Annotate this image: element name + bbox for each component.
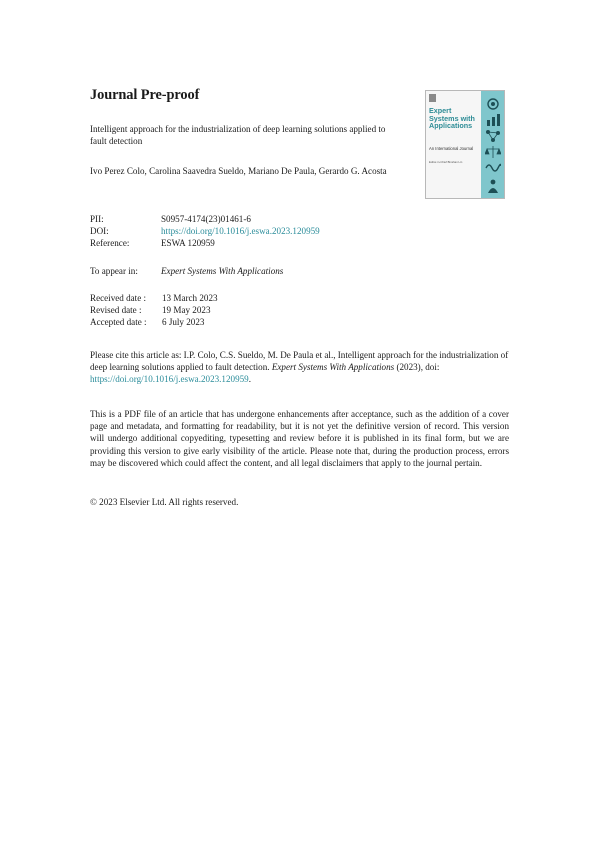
- citation-journal: Expert Systems With Applications: [271, 362, 395, 373]
- reference-value: ESWA 120959: [161, 238, 215, 248]
- publisher-logo-icon: [429, 94, 436, 102]
- citation-doi-link[interactable]: https://doi.org/10.1016/j.eswa.2023.120959: [90, 374, 249, 385]
- doi-link[interactable]: https://doi.org/10.1016/j.eswa.2023.120959: [161, 226, 320, 236]
- cover-network-icon: [485, 129, 501, 143]
- cover-accent-strip: [481, 91, 505, 199]
- citation-text: Please cite this article as: I.P. Colo, C.S. Sueldo, M. De Paula et al., Intelligent approach for the industrialization of deep learning solutions applied to fault detection.: [90, 350, 509, 373]
- pii-value: S0957-4174(23)01461-6: [161, 214, 251, 224]
- page-title: Journal Pre-proof: [90, 87, 200, 103]
- cover-person-icon: [485, 179, 501, 193]
- citation-suffix: .: [248, 374, 251, 385]
- revised-label: Revised date :: [90, 305, 142, 315]
- cover-wave-icon: [485, 161, 501, 175]
- copyright-line: © 2023 Elsevier Ltd. All rights reserved.: [90, 497, 239, 507]
- article-title: Intelligent approach for the industrialization of deep learning solutions applied to fault detection: [90, 124, 386, 147]
- cover-scale-icon: [485, 145, 501, 159]
- cover-subtitle: An International Journal: [429, 146, 474, 151]
- citation-year: (2023), doi:: [396, 362, 440, 373]
- cover-chart-icon: [485, 113, 501, 127]
- journal-cover-image: [425, 90, 505, 199]
- cover-gear-icon: [485, 97, 501, 111]
- cover-journal-name: Expert Systems with Applications: [429, 106, 475, 131]
- received-value: 13 March 2023: [162, 293, 218, 303]
- citation-paragraph: [90, 349, 510, 386]
- revised-value: 19 May 2023: [162, 305, 211, 315]
- preproof-notice: This is a PDF file of an article that has undergone enhancements after acceptance, such as the addition of a cover page and metadata, and formatting for readability, but it is not yet the definitive version of record. This version will undergo additional copyediting, typesetting and review before it is published in its final form, but we are providing this version to give early visibility of the article. Please note that, during the production process, errors may be discovered which could affect the content, and all legal disclaimers that apply to the journal pertain.: [90, 409, 509, 468]
- reference-label: Reference:: [90, 238, 130, 248]
- appear-label: To appear in:: [90, 266, 138, 276]
- appear-journal: Expert Systems With Applications: [161, 266, 284, 276]
- accepted-value: 6 July 2023: [162, 317, 205, 327]
- received-label: Received date :: [90, 293, 147, 303]
- cover-editor-line: Editor-in-Chief Binshan Lin: [429, 160, 463, 164]
- accepted-label: Accepted date :: [90, 317, 147, 327]
- article-authors: Ivo Perez Colo, Carolina Saavedra Sueldo, Mariano De Paula, Gerardo G. Acosta: [90, 166, 387, 176]
- doi-label: DOI:: [90, 226, 109, 236]
- pii-label: PII:: [90, 214, 104, 224]
